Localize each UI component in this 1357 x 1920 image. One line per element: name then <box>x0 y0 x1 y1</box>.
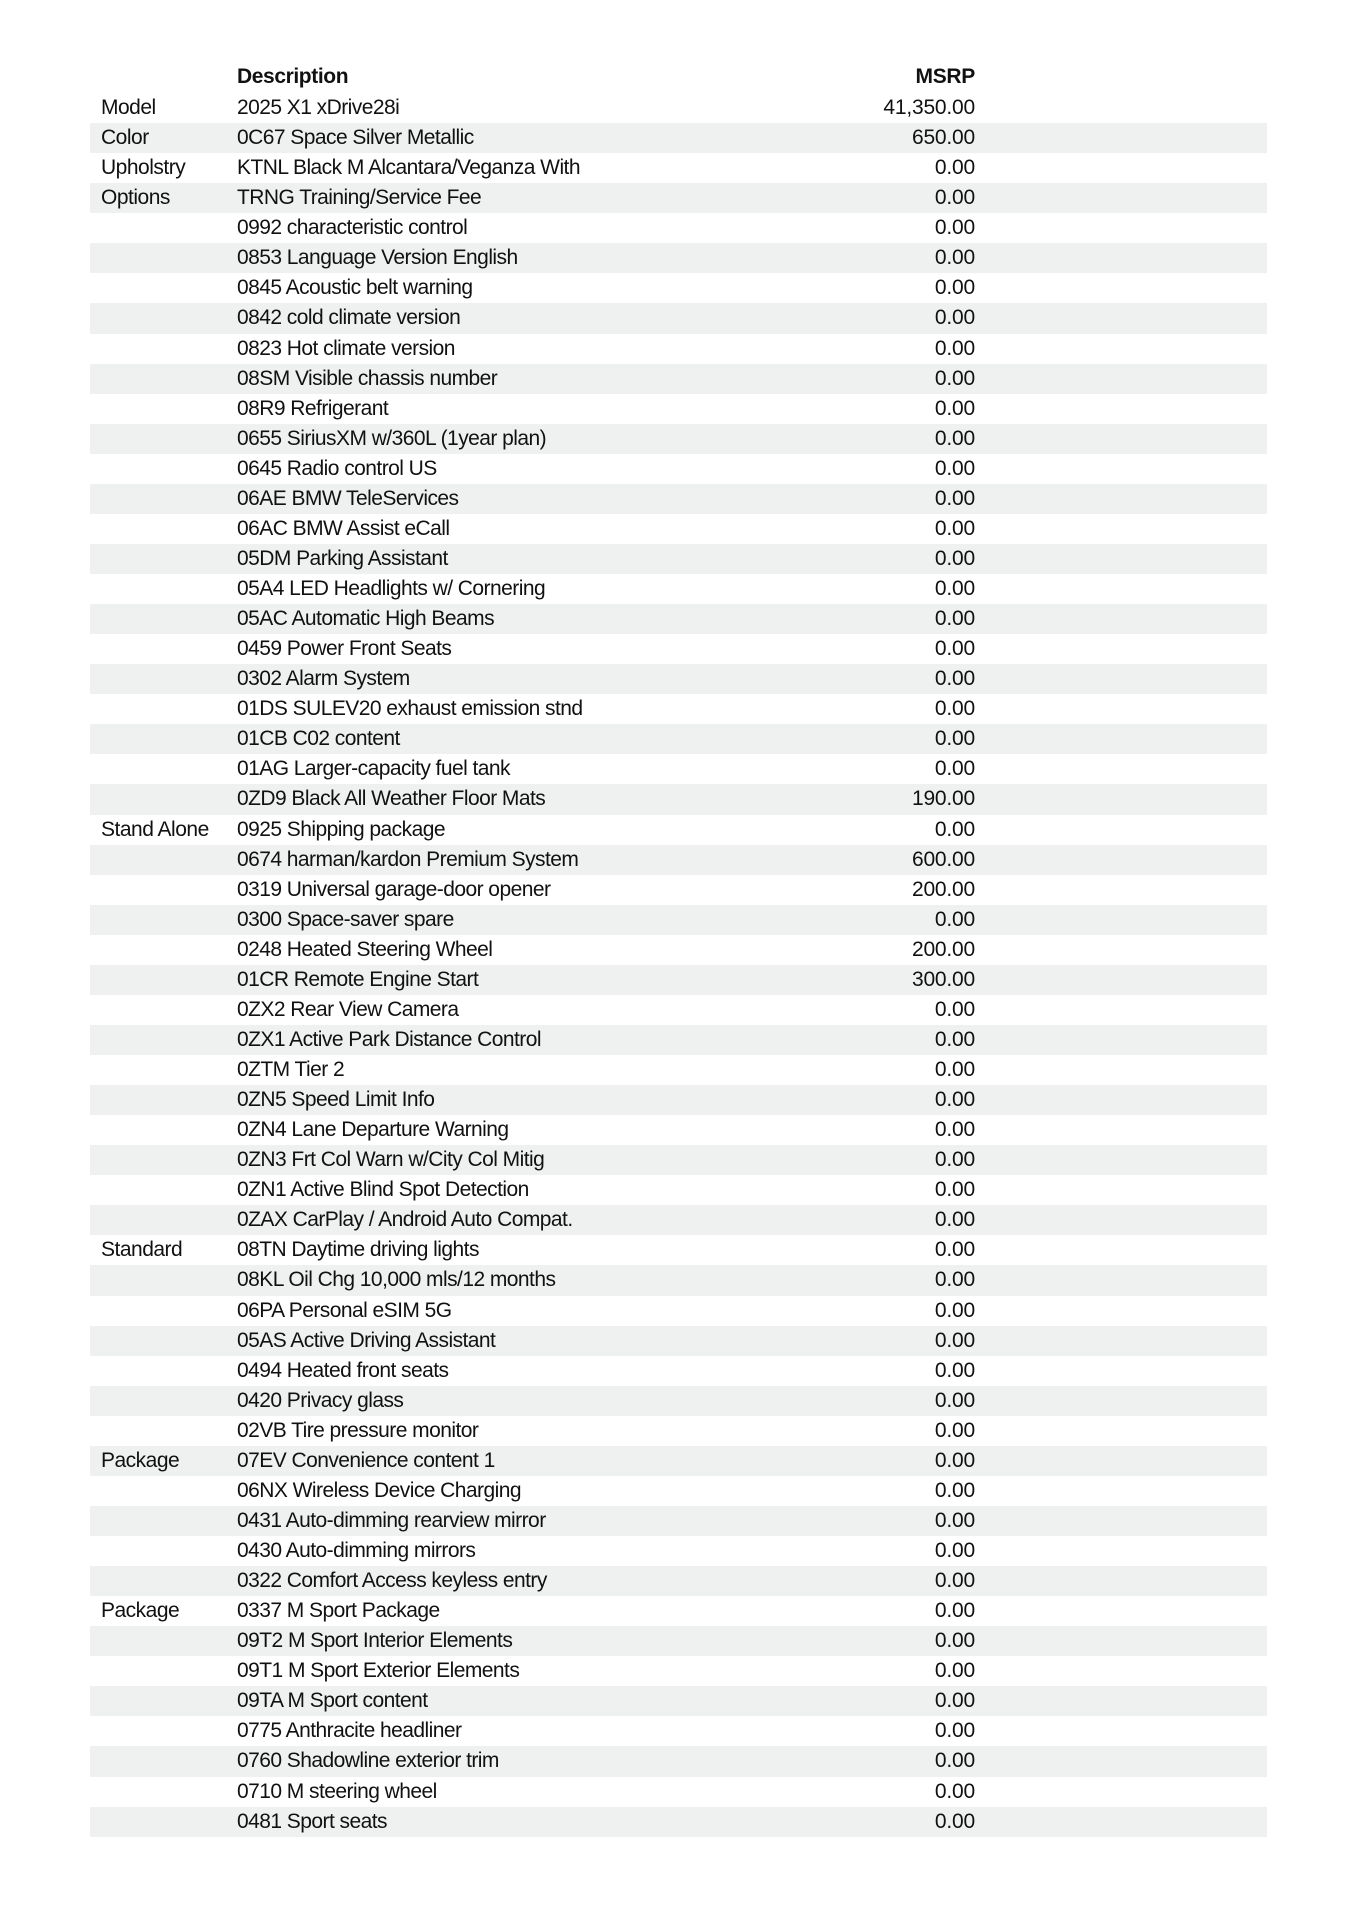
table-row <box>90 1265 1267 1295</box>
table-row <box>90 1296 1267 1326</box>
table-row <box>90 273 1267 303</box>
row-description: 0ZX1 Active Park Distance Control <box>237 1027 541 1051</box>
table-row <box>90 664 1267 694</box>
row-msrp: 0.00 <box>934 637 975 661</box>
row-msrp: 0.00 <box>934 1208 975 1232</box>
row-description: 09TA M Sport content <box>237 1689 428 1713</box>
row-msrp: 0.00 <box>934 1268 975 1292</box>
row-description: 06NX Wireless Device Charging <box>237 1478 521 1502</box>
row-description: 07EV Convenience content 1 <box>237 1448 495 1472</box>
row-description: 0823 Hot climate version <box>237 336 455 360</box>
row-description: 08TN Daytime driving lights <box>237 1238 479 1262</box>
row-description: 02VB Tire pressure monitor <box>237 1418 479 1442</box>
row-description: 08KL Oil Chg 10,000 mls/12 months <box>237 1268 556 1292</box>
row-description: 0853 Language Version English <box>237 246 518 270</box>
row-msrp: 0.00 <box>934 1629 975 1653</box>
row-msrp: 0.00 <box>934 456 975 480</box>
table-row <box>90 784 1267 814</box>
row-description: 0ZX2 Rear View Camera <box>237 997 459 1021</box>
row-msrp: 0.00 <box>934 1148 975 1172</box>
row-msrp: 0.00 <box>934 1358 975 1382</box>
row-msrp: 0.00 <box>934 1779 975 1803</box>
row-msrp: 0.00 <box>934 1118 975 1142</box>
table-row <box>90 183 1267 213</box>
table-row <box>90 1235 1267 1265</box>
row-msrp: 0.00 <box>934 1809 975 1833</box>
row-msrp: 0.00 <box>934 1298 975 1322</box>
row-category: Package <box>101 1599 180 1623</box>
row-msrp: 0.00 <box>934 1599 975 1623</box>
row-msrp: 0.00 <box>934 1088 975 1112</box>
row-msrp: 0.00 <box>934 516 975 540</box>
table-row <box>90 394 1267 424</box>
table-row <box>90 424 1267 454</box>
table-row <box>90 604 1267 634</box>
table-row <box>90 905 1267 935</box>
table-row <box>90 634 1267 664</box>
description-column-header: Description <box>237 65 349 88</box>
row-description: 08SM Visible chassis number <box>237 366 498 390</box>
table-row <box>90 1085 1267 1115</box>
row-description: 0337 M Sport Package <box>237 1599 440 1623</box>
row-msrp: 0.00 <box>934 997 975 1021</box>
msrp-column-header: MSRP <box>915 65 975 88</box>
row-description: 0ZTM Tier 2 <box>237 1058 345 1081</box>
row-description: 06AE BMW TeleServices <box>237 486 459 510</box>
row-description: 0300 Space-saver spare <box>237 907 454 931</box>
table-row <box>90 815 1267 845</box>
row-description: 05AC Automatic High Beams <box>237 607 495 631</box>
table-row <box>90 694 1267 724</box>
row-msrp: 0.00 <box>934 276 975 300</box>
row-description: 0674 harman/kardon Premium System <box>237 847 579 871</box>
table-row <box>90 1386 1267 1416</box>
table-row <box>90 1746 1267 1776</box>
row-description: 0319 Universal garage-door opener <box>237 877 551 901</box>
row-msrp: 0.00 <box>934 546 975 570</box>
row-msrp: 0.00 <box>934 1027 975 1051</box>
row-msrp: 41,350.00 <box>883 96 975 119</box>
row-description: 06PA Personal eSIM 5G <box>237 1298 452 1322</box>
row-description: KTNL Black M Alcantara/Veganza With <box>237 156 580 180</box>
table-row <box>90 544 1267 574</box>
table-row <box>90 1356 1267 1386</box>
row-description: 05AS Active Driving Assistant <box>237 1328 496 1352</box>
row-msrp: 0.00 <box>934 577 975 600</box>
row-msrp: 0.00 <box>934 1719 975 1743</box>
row-msrp: 650.00 <box>911 126 975 150</box>
row-description: TRNG Training/Service Fee <box>237 186 482 210</box>
table-row <box>90 1025 1267 1055</box>
table-row <box>90 1476 1267 1506</box>
row-description: 0431 Auto-dimming rearview mirror <box>237 1508 546 1532</box>
table-row <box>90 1205 1267 1235</box>
table-row <box>90 1626 1267 1656</box>
table-row <box>90 1777 1267 1807</box>
table-row <box>90 1536 1267 1566</box>
row-msrp: 200.00 <box>911 937 975 961</box>
row-msrp: 0.00 <box>934 1749 975 1773</box>
table-row <box>90 995 1267 1025</box>
row-msrp: 0.00 <box>934 306 975 330</box>
row-category: Standard <box>101 1238 183 1262</box>
row-description: 01CR Remote Engine Start <box>237 967 479 991</box>
row-description: 0459 Power Front Seats <box>237 637 452 661</box>
row-category: Model <box>101 96 156 119</box>
row-description: 01CB C02 content <box>237 727 400 751</box>
table-row <box>90 845 1267 875</box>
row-msrp: 0.00 <box>934 1659 975 1683</box>
row-msrp: 600.00 <box>911 847 975 871</box>
row-description: 0655 SiriusXM w/360L (1year plan) <box>237 426 547 450</box>
table-row <box>90 965 1267 995</box>
row-description: 0481 Sport seats <box>237 1809 387 1833</box>
table-row <box>90 1506 1267 1536</box>
table-row <box>90 454 1267 484</box>
table-row <box>90 1115 1267 1145</box>
row-description: 0775 Anthracite headliner <box>237 1719 462 1743</box>
row-description: 08R9 Refrigerant <box>237 396 389 420</box>
row-description: 05A4 LED Headlights w/ Cornering <box>237 577 546 600</box>
row-msrp: 0.00 <box>934 366 975 390</box>
table-row <box>90 1566 1267 1596</box>
table-row <box>90 1656 1267 1686</box>
row-description: 0ZN4 Lane Departure Warning <box>237 1118 509 1142</box>
row-msrp: 0.00 <box>934 757 975 781</box>
row-description: 06AC BMW Assist eCall <box>237 516 450 540</box>
row-description: 0302 Alarm System <box>237 667 410 691</box>
row-msrp: 200.00 <box>911 877 975 901</box>
row-category: Stand Alone <box>101 817 209 841</box>
row-msrp: 0.00 <box>934 1478 975 1502</box>
row-description: 0420 Privacy glass <box>237 1388 404 1412</box>
row-msrp: 0.00 <box>934 1689 975 1713</box>
row-msrp: 0.00 <box>934 1539 975 1562</box>
row-msrp: 0.00 <box>934 186 975 210</box>
table-row <box>90 1807 1267 1837</box>
table-row <box>90 334 1267 364</box>
row-msrp: 0.00 <box>934 817 975 841</box>
row-msrp: 300.00 <box>911 967 975 991</box>
row-msrp: 0.00 <box>934 1388 975 1412</box>
row-description: 0248 Heated Steering Wheel <box>237 937 493 961</box>
table-row <box>90 243 1267 273</box>
row-description: 0845 Acoustic belt warning <box>237 276 473 300</box>
table-row <box>90 364 1267 394</box>
table-row <box>90 1175 1267 1205</box>
row-description: 0430 Auto-dimming mirrors <box>237 1539 476 1562</box>
row-description: 2025 X1 xDrive28i <box>237 96 400 119</box>
row-description: 0710 M steering wheel <box>237 1779 437 1803</box>
row-description: 0ZD9 Black All Weather Floor Mats <box>237 787 546 811</box>
row-msrp: 0.00 <box>934 426 975 450</box>
row-description: 01AG Larger-capacity fuel tank <box>237 757 510 781</box>
row-msrp: 0.00 <box>934 396 975 420</box>
row-description: 09T2 M Sport Interior Elements <box>237 1629 513 1653</box>
row-msrp: 0.00 <box>934 1178 975 1202</box>
row-description: 01DS SULEV20 exhaust emission stnd <box>237 697 583 721</box>
table-header <box>90 62 1267 92</box>
table-row <box>90 1416 1267 1446</box>
row-msrp: 0.00 <box>934 697 975 721</box>
row-msrp: 0.00 <box>934 1238 975 1262</box>
table-row <box>90 484 1267 514</box>
row-description: 0494 Heated front seats <box>237 1358 449 1382</box>
row-msrp: 0.00 <box>934 246 975 270</box>
row-msrp: 0.00 <box>934 486 975 510</box>
row-msrp: 0.00 <box>934 336 975 360</box>
row-msrp: 190.00 <box>911 787 975 811</box>
row-description: 0ZN1 Active Blind Spot Detection <box>237 1178 529 1202</box>
row-category: Upholstry <box>101 156 186 180</box>
row-description: 0645 Radio control US <box>237 456 437 480</box>
row-msrp: 0.00 <box>934 1508 975 1532</box>
row-category: Options <box>101 186 170 210</box>
options-table <box>90 93 1267 1837</box>
row-msrp: 0.00 <box>934 607 975 631</box>
row-msrp: 0.00 <box>934 1569 975 1593</box>
row-msrp: 0.00 <box>934 1448 975 1472</box>
table-row <box>90 754 1267 784</box>
table-row <box>90 1596 1267 1626</box>
table-row <box>90 213 1267 243</box>
row-description: 05DM Parking Assistant <box>237 546 448 570</box>
table-row <box>90 153 1267 183</box>
row-msrp: 0.00 <box>934 1328 975 1352</box>
table-row <box>90 1446 1267 1476</box>
row-description: 0760 Shadowline exterior trim <box>237 1749 499 1773</box>
row-description: 0C67 Space Silver Metallic <box>237 126 474 150</box>
row-description: 0ZN3 Frt Col Warn w/City Col Mitig <box>237 1148 545 1172</box>
table-row <box>90 1326 1267 1356</box>
row-msrp: 0.00 <box>934 1058 975 1081</box>
table-row <box>90 1145 1267 1175</box>
row-description: 0ZAX CarPlay / Android Auto Compat. <box>237 1208 573 1232</box>
table-row <box>90 123 1267 153</box>
table-row <box>90 875 1267 905</box>
table-row <box>90 93 1267 123</box>
row-msrp: 0.00 <box>934 907 975 931</box>
row-description: 0992 characteristic control <box>237 216 468 240</box>
table-row <box>90 1686 1267 1716</box>
row-msrp: 0.00 <box>934 156 975 180</box>
row-category: Package <box>101 1448 180 1472</box>
row-msrp: 0.00 <box>934 727 975 751</box>
row-msrp: 0.00 <box>934 667 975 691</box>
row-description: 0925 Shipping package <box>237 817 445 841</box>
row-msrp: 0.00 <box>934 216 975 240</box>
table-row <box>90 1055 1267 1085</box>
row-category: Color <box>101 126 149 150</box>
row-description: 0842 cold climate version <box>237 306 461 330</box>
table-row <box>90 1716 1267 1746</box>
table-row <box>90 514 1267 544</box>
row-description: 0ZN5 Speed Limit Info <box>237 1088 435 1112</box>
row-description: 0322 Comfort Access keyless entry <box>237 1569 547 1593</box>
row-description: 09T1 M Sport Exterior Elements <box>237 1659 520 1683</box>
table-row <box>90 935 1267 965</box>
row-msrp: 0.00 <box>934 1418 975 1442</box>
table-row <box>90 574 1267 604</box>
table-row <box>90 303 1267 333</box>
table-row <box>90 724 1267 754</box>
